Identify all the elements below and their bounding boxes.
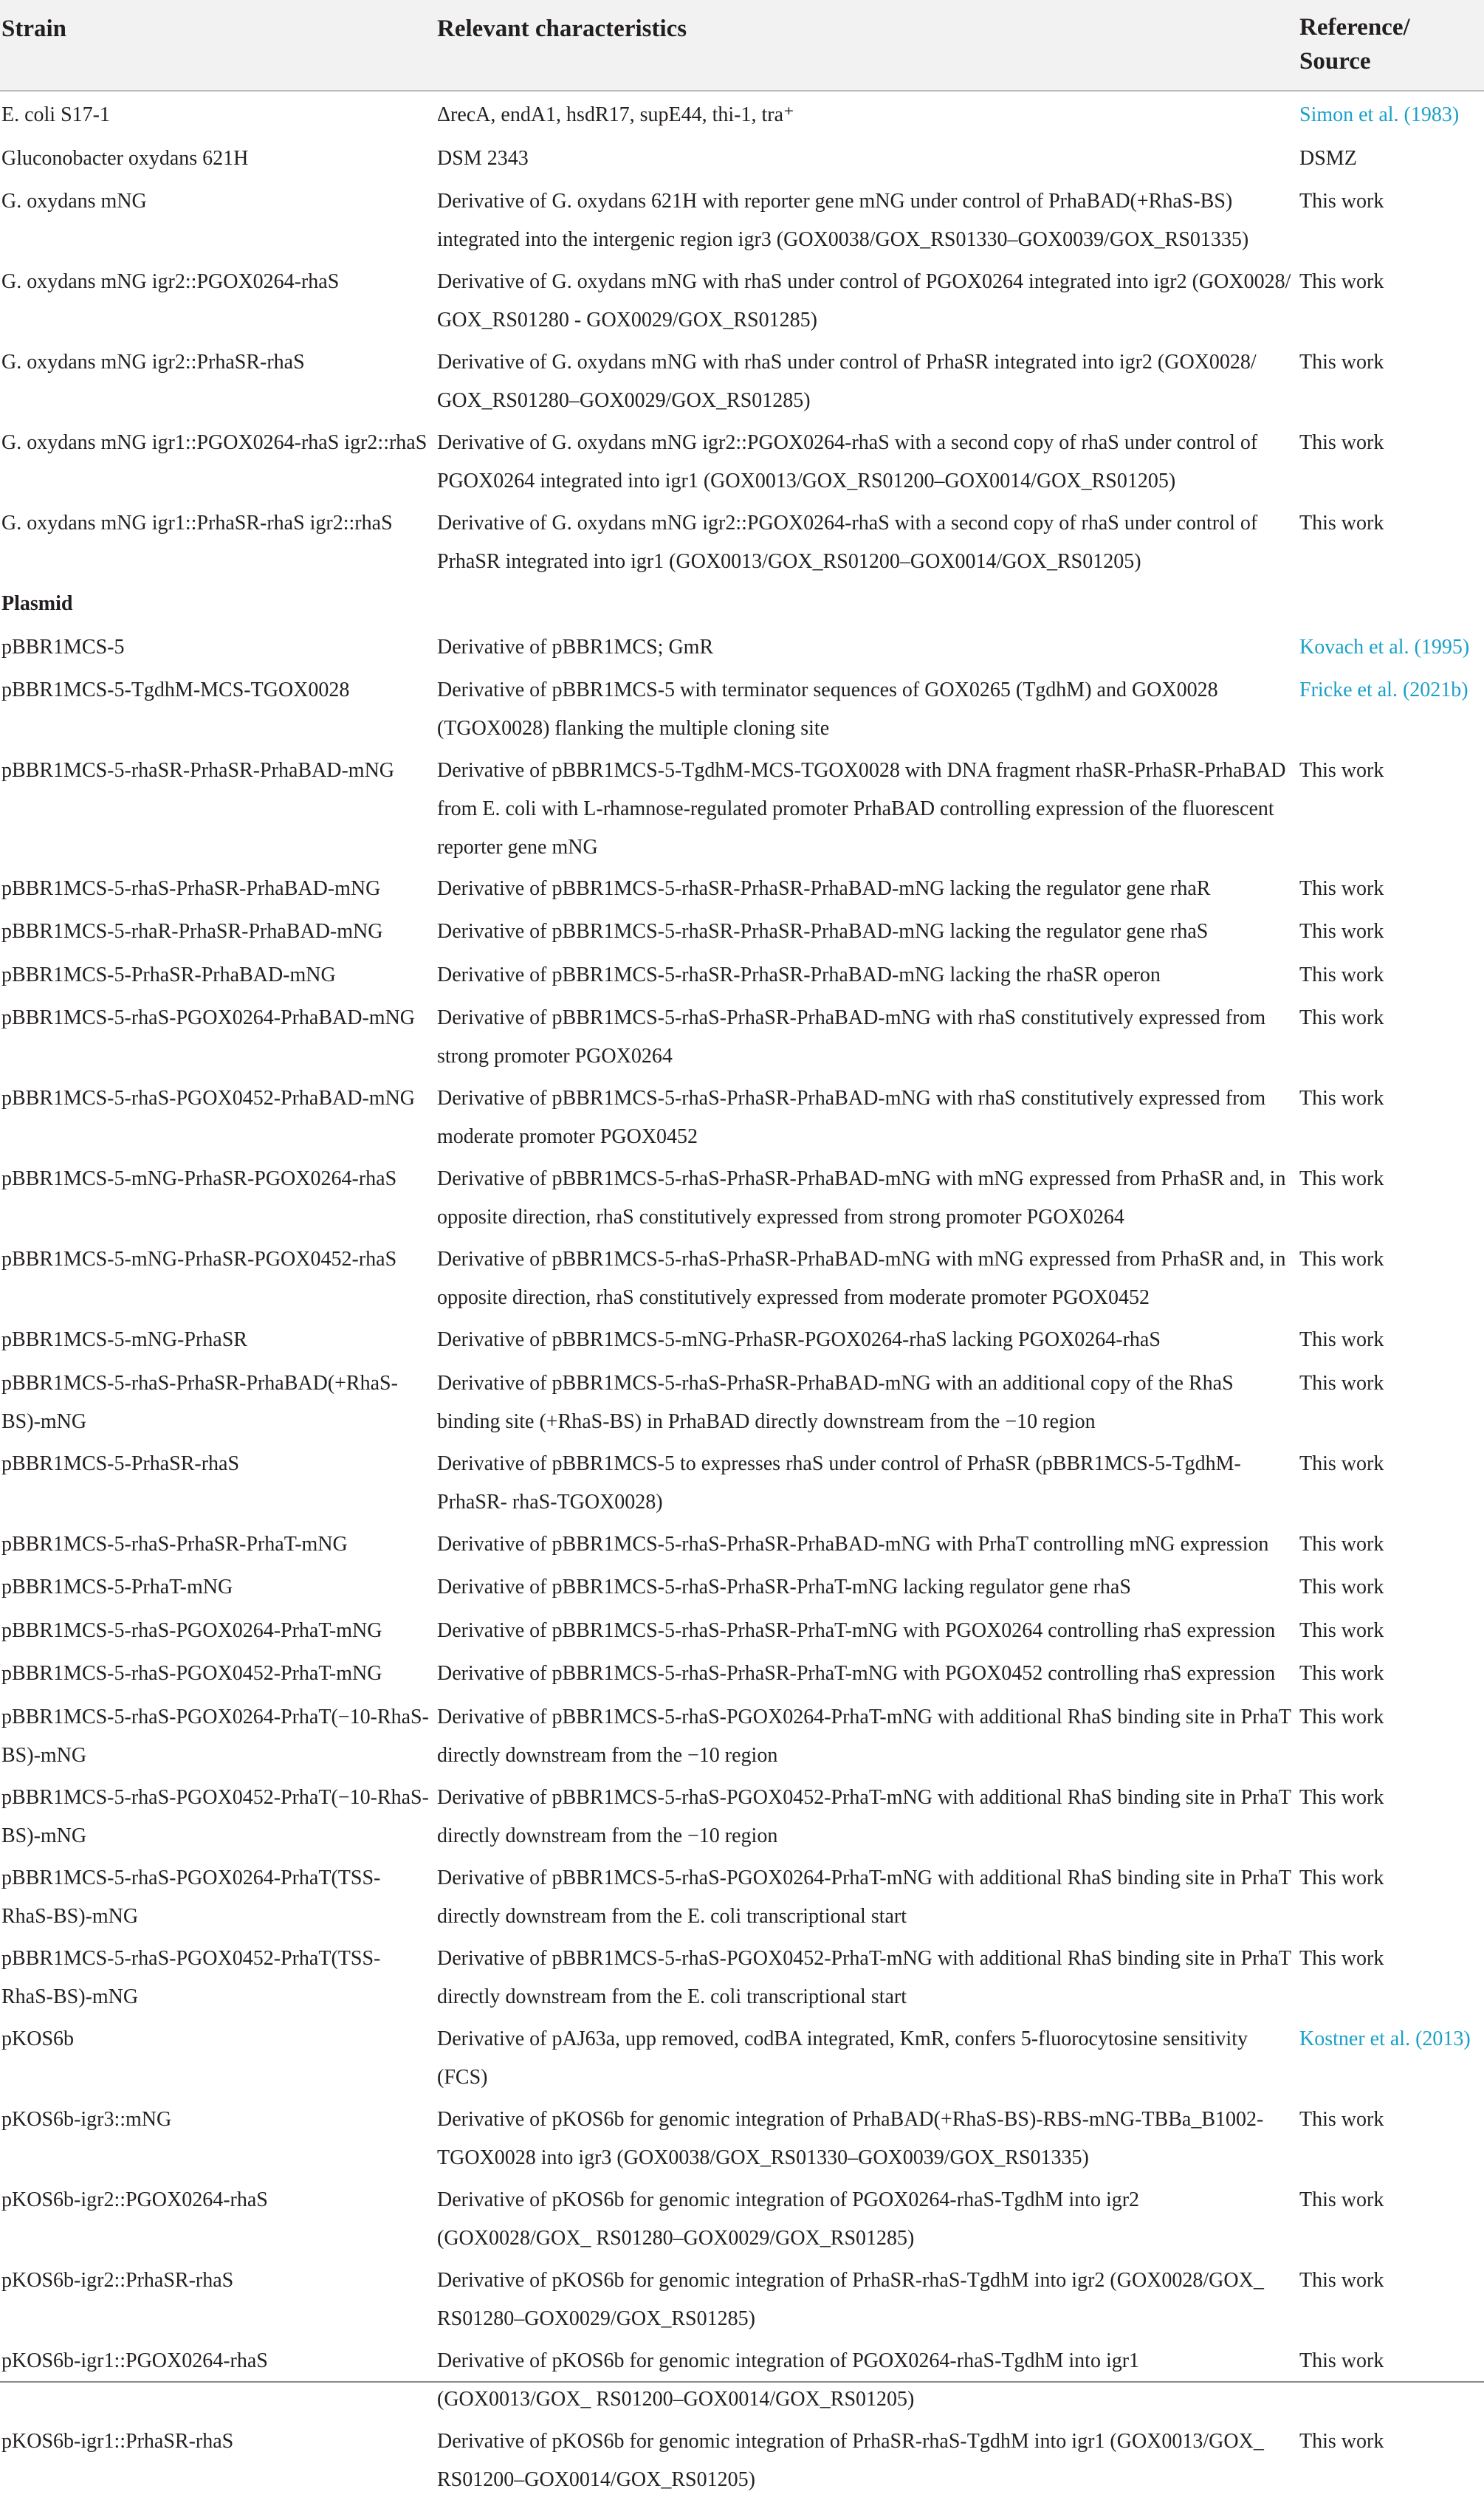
characteristics-cell: Derivative of pKOS6b for genomic integration of PrhaSR-rhaS-TgdhM into igr1 (GOX0013/GOX_ RS01200–GOX0014/GOX_RS01205) <box>437 2429 1264 2491</box>
table-row <box>0 1442 1484 1522</box>
characteristics-cell: Derivative of pBBR1MCS-5-rhaSR-PrhaSR-PrhaBAD-mNG lacking the rhaSR operon <box>437 963 1161 986</box>
reference-cell: This work <box>1299 431 1384 454</box>
characteristics-cell: Derivative of pBBR1MCS-5-rhaS-PrhaSR-PrhaBAD-mNG with mNG expressed from PrhaSR and, in opposite direction, rhaS constitutively expressed from strong promoter PGOX0264 <box>437 1167 1286 1229</box>
characteristics-cell: Derivative of pBBR1MCS-5-rhaS-PrhaSR-PrhaT-mNG with PGOX0264 controlling rhaS expression <box>437 1618 1276 1642</box>
characteristics-cell: Derivative of pBBR1MCS-5-rhaS-PrhaSR-PrhaT-mNG lacking regulator gene rhaS <box>437 1576 1131 1598</box>
reference-cell: This work <box>1299 2349 1384 2372</box>
characteristics-cell: Derivative of pBBR1MCS-5-rhaS-PGOX0452-PrhaT-mNG with additional RhaS binding site in PrhaT directly downstream from the −10 region <box>437 1785 1291 1847</box>
strain-name: pBBR1MCS-5-rhaS-PGOX0452-PrhaBAD-mNG <box>1 1087 416 1110</box>
reference-cell: This work <box>1299 1167 1384 1190</box>
strain-name: G. oxydans mNG <box>1 190 147 213</box>
characteristics-cell: Derivative of pBBR1MCS-5 with terminator sequences of GOX0265 (TgdhM) and GOX0028 (TGOX0028) flanking the multiple cloning site <box>437 679 1218 740</box>
table-row <box>0 2017 1484 2098</box>
reference-cell: This work <box>1299 1371 1384 1395</box>
reference-cell: This work <box>1299 1248 1384 1271</box>
table-row <box>0 93 1484 137</box>
strain-name: pBBR1MCS-5-TgdhM-MCS-TGOX0028 <box>1 679 350 701</box>
characteristics-cell: Derivative of pBBR1MCS-5-rhaSR-PrhaSR-PrhaBAD-mNG lacking the regulator gene rhaS <box>437 920 1209 943</box>
reference-cell: This work <box>1299 1576 1384 1598</box>
characteristics-cell: Derivative of G. oxydans mNG with rhaS under control of PGOX0264 integrated into igr2 (GOX0028/ GOX_RS01280 - GOX0029/GOX_RS01285) <box>437 270 1291 332</box>
characteristics-cell: Derivative of pBBR1MCS-5-rhaS-PrhaSR-PrhaBAD-mNG with an additional copy of the RhaS binding site (+RhaS-BS) in PrhaBAD directly downstream from the −10 region <box>437 1371 1234 1433</box>
reference-cell: This work <box>1299 1087 1384 1110</box>
table-row <box>0 2420 1484 2500</box>
strain-name: G. oxydans mNG igr1::PGOX0264-rhaS igr2::rhaS <box>1 431 427 454</box>
characteristics-cell: Derivative of pBBR1MCS-5-rhaS-PrhaSR-PrhaBAD-mNG with mNG expressed from PrhaSR and, in opposite direction, rhaS constitutively expressed from moderate promoter PGOX0452 <box>437 1248 1286 1309</box>
characteristics-cell: Derivative of G. oxydans mNG igr2::PGOX0264-rhaS with a second copy of rhaS under control of PrhaSR integrated into igr1 (GOX0013/GOX_RS01200–GOX0014/GOX_RS01205) <box>437 512 1258 573</box>
strain-name: E. coli S17-1 <box>1 103 110 126</box>
reference-cell: This work <box>1299 759 1384 782</box>
characteristics-cell: Derivative of pBBR1MCS; GmR <box>437 635 714 659</box>
table-row <box>0 1361 1484 1442</box>
characteristics-cell: Derivative of pBBR1MCS-5-TgdhM-MCS-TGOX0028 with DNA fragment rhaSR-PrhaSR-PrhaBAD from E. coli with L-rhamnose-regulated promoter PrhaBAD controlling expression of the fluorescent reporter gene mNG <box>437 759 1286 859</box>
table-row <box>0 1776 1484 1856</box>
section-label: Plasmid <box>1 592 73 615</box>
table-row <box>0 501 1484 582</box>
table-row <box>0 1609 1484 1652</box>
table-row <box>0 2098 1484 2178</box>
table-row <box>0 625 1484 669</box>
table-row <box>0 137 1484 180</box>
table-row <box>0 179 1484 260</box>
table-row <box>0 1522 1484 1566</box>
strain-name: pBBR1MCS-5-rhaS-PrhaSR-PrhaT-mNG <box>1 1532 348 1556</box>
table-row <box>0 2339 1484 2420</box>
reference-cell: This work <box>1299 2107 1384 2131</box>
strain-name: pBBR1MCS-5 <box>1 635 125 659</box>
reference-link[interactable]: Kovach et al. (1995) <box>1299 635 1470 659</box>
characteristics-cell: Derivative of pBBR1MCS-5 to expresses rhaS under control of PrhaSR (pBBR1MCS-5-TgdhM-PrhaSR- rhaS-TGOX0028) <box>437 1452 1241 1514</box>
strain-name: pKOS6b-igr1::PGOX0264-rhaS <box>1 2349 268 2372</box>
reference-link[interactable]: Kostner et al. (2013) <box>1299 2027 1471 2050</box>
table-row <box>0 2178 1484 2259</box>
characteristics-cell: Derivative of pBBR1MCS-5-mNG-PrhaSR-PGOX0264-rhaS lacking PGOX0264-rhaS <box>437 1328 1161 1351</box>
reference-cell: This work <box>1299 2268 1384 2292</box>
reference-cell: This work <box>1299 876 1384 900</box>
strain-name: pBBR1MCS-5-rhaS-PGOX0264-PrhaT-mNG <box>1 1618 382 1642</box>
strain-name: pBBR1MCS-5-rhaS-PGOX0452-PrhaT(TSS-RhaS-BS)-mNG <box>1 1946 381 2008</box>
characteristics-cell: ΔrecA, endA1, hsdR17, supE44, thi-1, tra⁺ <box>437 103 794 126</box>
table-row <box>0 1937 1484 2017</box>
reference-link[interactable]: Fricke et al. (2021b) <box>1299 679 1468 701</box>
characteristics-cell: Derivative of pBBR1MCS-5-rhaS-PGOX0264-PrhaT-mNG with additional RhaS binding site in PrhaT directly downstream from the −10 region <box>437 1705 1291 1767</box>
table-row <box>0 340 1484 421</box>
header-characteristics: Relevant characteristics <box>437 16 687 42</box>
strain-name: pBBR1MCS-5-PrhaT-mNG <box>1 1576 233 1598</box>
table-row <box>0 1237 1484 1318</box>
strain-name: pBBR1MCS-5-rhaS-PGOX0452-PrhaT-mNG <box>1 1662 382 1685</box>
strain-name: G. oxydans mNG igr2::PGOX0264-rhaS <box>1 270 340 293</box>
table-header <box>0 0 1484 92</box>
strain-name: pBBR1MCS-5-rhaS-PGOX0264-PrhaBAD-mNG <box>1 1006 416 1029</box>
table-row <box>0 1076 1484 1157</box>
characteristics-cell: Derivative of pBBR1MCS-5-rhaS-PGOX0264-PrhaT-mNG with additional RhaS binding site in PrhaT directly downstream from the E. coli transcriptional start <box>437 1866 1291 1928</box>
reference-cell: This work <box>1299 270 1384 293</box>
strain-name: pBBR1MCS-5-rhaR-PrhaSR-PrhaBAD-mNG <box>1 920 383 943</box>
table-row <box>0 1856 1484 1937</box>
characteristics-cell: Derivative of G. oxydans mNG with rhaS under control of PrhaSR integrated into igr2 (GOX0028/ GOX_RS01280–GOX0029/GOX_RS01285) <box>437 351 1257 412</box>
strain-name: pBBR1MCS-5-rhaS-PGOX0264-PrhaT(TSS-RhaS-BS)-mNG <box>1 1866 381 1928</box>
strain-name: G. oxydans mNG igr1::PrhaSR-rhaS igr2::rhaS <box>1 512 393 535</box>
reference-cell: This work <box>1299 1618 1384 1642</box>
table-row <box>0 910 1484 953</box>
table-row <box>0 2259 1484 2339</box>
table-row <box>0 996 1484 1076</box>
reference-cell: This work <box>1299 2429 1384 2453</box>
table-row <box>0 749 1484 867</box>
strain-name: pKOS6b-igr2::PrhaSR-rhaS <box>1 2268 234 2292</box>
reference-cell: This work <box>1299 1946 1384 1970</box>
characteristics-cell: Derivative of pKOS6b for genomic integration of PrhaBAD(+RhaS-BS)-RBS-mNG-TBBa_B1002-TGOX0028 into igr3 (GOX0038/GOX_RS01330–GOX0039/GOX_RS01335) <box>437 2107 1264 2169</box>
characteristics-cell: Derivative of pBBR1MCS-5-rhaS-PGOX0452-PrhaT-mNG with additional RhaS binding site in PrhaT directly downstream from the E. coli transcriptional start <box>437 1946 1291 2008</box>
characteristics-cell: Derivative of pBBR1MCS-5-rhaS-PrhaSR-PrhaT-mNG with PGOX0452 controlling rhaS expression <box>437 1662 1276 1685</box>
characteristics-cell: Derivative of pKOS6b for genomic integration of PGOX0264-rhaS-TgdhM into igr2 (GOX0028/GOX_ RS01280–GOX0029/GOX_RS01285) <box>437 2188 1140 2250</box>
reference-cell: This work <box>1299 1328 1384 1351</box>
section-row <box>0 582 1484 625</box>
strain-name: pBBR1MCS-5-rhaS-PGOX0452-PrhaT(−10-RhaS-BS)-mNG <box>1 1785 429 1847</box>
reference-cell: This work <box>1299 1705 1384 1728</box>
characteristics-cell: Derivative of G. oxydans 621H with reporter gene mNG under control of PrhaBAD(+RhaS-BS) integrated into the intergenic region igr3 (GOX0038/GOX_RS01330–GOX0039/GOX_RS01335) <box>437 190 1249 251</box>
reference-cell: This work <box>1299 1785 1384 1809</box>
strain-name: pBBR1MCS-5-mNG-PrhaSR-PGOX0452-rhaS <box>1 1248 397 1271</box>
strain-name: pKOS6b-igr3::mNG <box>1 2107 172 2131</box>
reference-cell: This work <box>1299 351 1384 374</box>
reference-cell: This work <box>1299 512 1384 535</box>
characteristics-cell: Derivative of pBBR1MCS-5-rhaS-PrhaSR-PrhaBAD-mNG with PrhaT controlling mNG expression <box>437 1532 1269 1556</box>
reference-cell: This work <box>1299 1006 1384 1029</box>
header-strain: Strain <box>1 16 67 42</box>
table-row <box>0 1318 1484 1361</box>
reference-cell: This work <box>1299 1662 1384 1685</box>
reference-cell: This work <box>1299 2188 1384 2211</box>
strain-name: G. oxydans mNG igr2::PrhaSR-rhaS <box>1 351 305 374</box>
reference-cell: This work <box>1299 963 1384 986</box>
strain-name: pBBR1MCS-5-PrhaSR-PrhaBAD-mNG <box>1 963 336 986</box>
characteristics-cell: Derivative of pBBR1MCS-5-rhaS-PrhaSR-PrhaBAD-mNG with rhaS constitutively expressed from moderate promoter PGOX0452 <box>437 1087 1266 1148</box>
table-row <box>0 867 1484 910</box>
reference-cell: DSMZ <box>1299 146 1357 170</box>
characteristics-cell: Derivative of pKOS6b for genomic integration of PrhaSR-rhaS-TgdhM into igr2 (GOX0028/GOX_ RS01280–GOX0029/GOX_RS01285) <box>437 2268 1264 2330</box>
reference-cell: This work <box>1299 1866 1384 1889</box>
table-row <box>0 953 1484 997</box>
reference-cell: This work <box>1299 920 1384 943</box>
characteristics-cell: Derivative of pBBR1MCS-5-rhaSR-PrhaSR-PrhaBAD-mNG lacking the regulator gene rhaR <box>437 876 1211 900</box>
strain-name: pBBR1MCS-5-rhaS-PGOX0264-PrhaT(−10-RhaS-BS)-mNG <box>1 1705 429 1767</box>
strain-name: Gluconobacter oxydans 621H <box>1 146 249 170</box>
reference-link[interactable]: Simon et al. (1983) <box>1299 103 1460 126</box>
reference-cell: This work <box>1299 190 1384 213</box>
reference-cell: This work <box>1299 1532 1384 1556</box>
table-row <box>0 1652 1484 1695</box>
table-row <box>0 1157 1484 1237</box>
strain-name: pKOS6b-igr2::PGOX0264-rhaS <box>1 2188 268 2211</box>
table-row <box>0 260 1484 340</box>
characteristics-cell: DSM 2343 <box>437 146 529 170</box>
strain-name: pKOS6b-igr1::PrhaSR-rhaS <box>1 2429 234 2453</box>
table-row <box>0 1565 1484 1609</box>
characteristics-cell: Derivative of pBBR1MCS-5-rhaS-PrhaSR-PrhaBAD-mNG with rhaS constitutively expressed from strong promoter PGOX0264 <box>437 1006 1266 1068</box>
reference-cell: This work <box>1299 1452 1384 1475</box>
strain-name: pBBR1MCS-5-rhaSR-PrhaSR-PrhaBAD-mNG <box>1 759 395 782</box>
characteristics-cell: Derivative of pAJ63a, upp removed, codBA integrated, KmR, confers 5-fluorocytosine sensitivity (FCS) <box>437 2027 1248 2089</box>
header-reference: Reference/ Source <box>1299 14 1410 75</box>
strain-name: pBBR1MCS-5-mNG-PrhaSR <box>1 1328 247 1351</box>
characteristics-cell: Derivative of G. oxydans mNG igr2::PGOX0264-rhaS with a second copy of rhaS under control of PGOX0264 integrated into igr1 (GOX0013/GOX_RS01200–GOX0014/GOX_RS01205) <box>437 431 1258 492</box>
strain-name: pBBR1MCS-5-rhaS-PrhaSR-PrhaBAD(+RhaS-BS)-mNG <box>1 1371 398 1433</box>
strain-name: pKOS6b <box>1 2027 75 2050</box>
strain-name: pBBR1MCS-5-PrhaSR-rhaS <box>1 1452 240 1475</box>
characteristics-cell: Derivative of pKOS6b for genomic integration of PGOX0264-rhaS-TgdhM into igr1 (GOX0013/GOX_ RS01200–GOX0014/GOX_RS01205) <box>437 2349 1140 2411</box>
table-row <box>0 668 1484 749</box>
table-row <box>0 421 1484 501</box>
strain-name: pBBR1MCS-5-rhaS-PrhaSR-PrhaBAD-mNG <box>1 876 381 900</box>
table-row <box>0 1695 1484 1776</box>
table-bottom-rule <box>0 2381 1484 2383</box>
strain-name: pBBR1MCS-5-mNG-PrhaSR-PGOX0264-rhaS <box>1 1167 397 1190</box>
